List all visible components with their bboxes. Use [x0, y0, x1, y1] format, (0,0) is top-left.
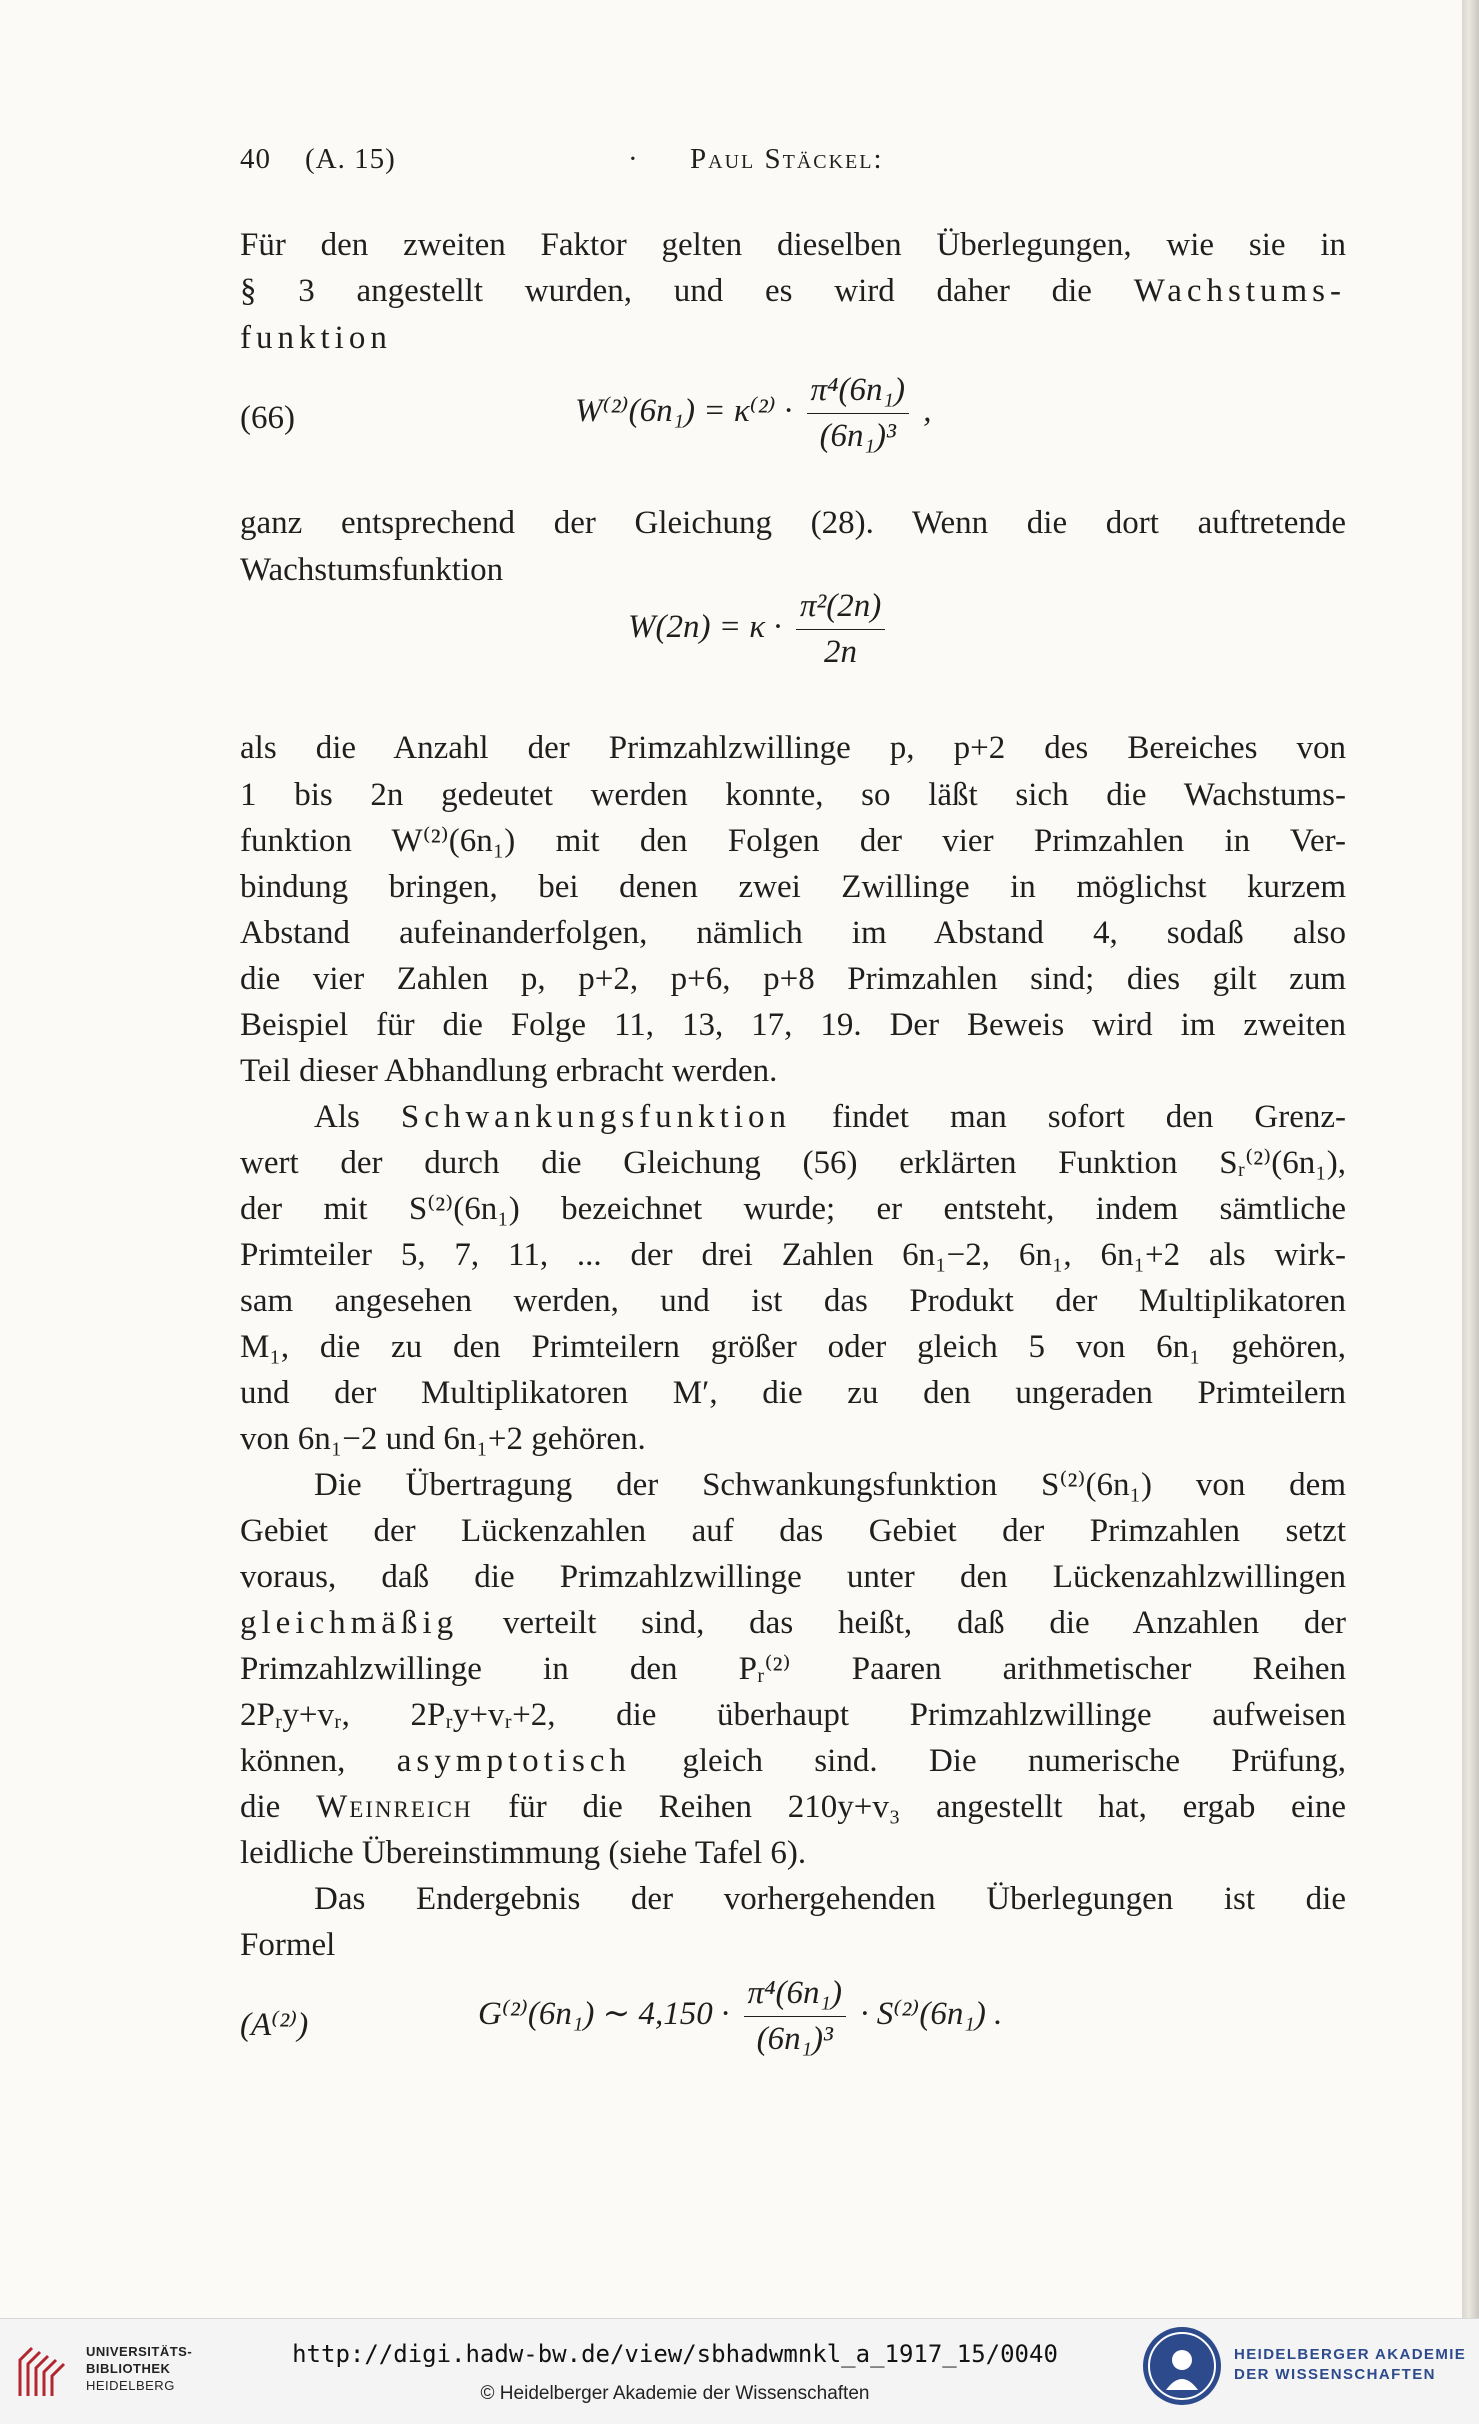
equation-w2n-lhs: W(2n) = κ ·: [628, 609, 782, 646]
equation-w2n-numerator: π²(2n): [796, 588, 885, 630]
academy-seal-icon: [1140, 2324, 1224, 2408]
text-line-4: ganz entsprechend der Gleichung (28). Wenn die dort auftretende: [240, 505, 1346, 541]
text-line-23: Gebiet der Lückenzahlen auf das Gebiet der Primzahlen setzt: [240, 1513, 1346, 1549]
emphasis-schwankungsfunktion: Schwankungsfunktion: [400, 1099, 791, 1135]
text-line-17: Primteiler 5, 7, 11, ... der drei Zahlen 6n₁−2, 6n₁, 6n₁+2 als wirk-: [240, 1237, 1346, 1273]
text-line-29: [240, 1787, 1346, 1827]
text-line-28-a: können,: [240, 1743, 346, 1779]
text-line-1: Für den zweiten Faktor gelten dieselben Überlegungen, wie sie in: [240, 227, 1346, 263]
equation-a2: [478, 1975, 1002, 2058]
text-line-11: die vier Zahlen p, p+2, p+6, p+8 Primzahlen sind; dies gilt zum: [240, 961, 1346, 997]
text-line-18: sam angesehen werden, und ist das Produkt der Multiplikatoren: [240, 1283, 1346, 1319]
text-line-28: [240, 1741, 1346, 1781]
permalink-url[interactable]: http://digi.hadw-bw.de/view/sbhadwmnkl_a_1917_15/0040: [292, 2340, 1058, 2368]
text-line-8: funktion W⁽²⁾(6n₁) mit den Folgen der vier Primzahlen in Ver-: [240, 823, 1346, 859]
text-line-9: bindung bringen, bei denen zwei Zwillinge in möglichst kurzem: [240, 869, 1346, 905]
text-line-14: [314, 1097, 1346, 1137]
ub-logo-line-1: UNIVERSITÄTS-: [86, 2344, 193, 2359]
equation-w2n-denominator: 2n: [824, 634, 858, 670]
text-line-5: Wachstumsfunktion: [240, 552, 504, 588]
equation-66-lhs: W⁽²⁾(6n₁) = κ⁽²⁾ ·: [575, 393, 793, 430]
equation-a2-lhs: G⁽²⁾(6n₁) ∼ 4,150 ·: [478, 1996, 730, 2033]
text-line-6: als die Anzahl der Primzahlzwillinge p, p+2 des Bereiches von: [240, 730, 1346, 766]
emphasis-asymptotisch: asymptotisch: [396, 1743, 631, 1779]
ub-logo-line-3: HEIDELBERG: [86, 2378, 175, 2393]
text-line-7: 1 bis 2n gedeutet werden konnte, so läßt sich die Wachstums-: [240, 777, 1346, 813]
equation-66-comma: ,: [923, 393, 932, 430]
text-line-10: Abstand aufeinanderfolgen, nämlich im Abstand 4, sodaß also: [240, 915, 1346, 951]
text-line-20: und der Multiplikatoren M′, die zu den ungeraden Primteilern: [240, 1375, 1346, 1411]
equation-66-label: (66): [240, 400, 295, 436]
equation-a2-fraction: [744, 1975, 846, 2058]
equation-w2n-fraction: [796, 588, 885, 671]
text-line-30: leidliche Übereinstimmung (siehe Tafel 6).: [240, 1835, 807, 1871]
equation-66-numerator: π⁴(6n₁): [807, 372, 909, 414]
text-line-32: Formel: [240, 1927, 336, 1963]
header-separator: ·: [628, 143, 639, 175]
text-line-26: Primzahlzwillinge in den Pᵣ⁽²⁾ Paaren arithmetischer Reihen: [240, 1651, 1346, 1687]
text-line-25-b: verteilt sind, das heißt, daß die Anzahlen der: [502, 1605, 1346, 1641]
running-head-author: Paul Stäckel:: [690, 143, 884, 175]
text-line-29-a: die: [240, 1789, 281, 1825]
equation-a2-label: (A⁽²⁾): [240, 2007, 309, 2043]
academy-name-line-2: DER WISSENSCHAFTEN: [1234, 2366, 1436, 2383]
text-line-12: Beispiel für die Folge 11, 13, 17, 19. Der Beweis wird im zweiten: [240, 1007, 1346, 1043]
text-line-24: voraus, daß die Primzahlzwillinge unter den Lückenzahlzwillingen: [240, 1559, 1346, 1595]
text-line-2: [240, 271, 1346, 311]
text-line-15: wert der durch die Gleichung (56) erklärten Funktion Sᵣ⁽²⁾(6n₁),: [240, 1145, 1346, 1181]
equation-66-denominator: (6n₁)³: [819, 418, 896, 454]
text-line-14-c: findet man sofort den Grenz-: [832, 1099, 1347, 1135]
reference-code: (A. 15): [305, 143, 396, 175]
emphasis-funktion: funktion: [240, 320, 392, 356]
page-number: 40: [240, 143, 271, 175]
academy-name-line-1: HEIDELBERGER AKADEMIE: [1234, 2346, 1467, 2363]
page-edge-shadow: [1462, 0, 1479, 2318]
equation-a2-rhs: · S⁽²⁾(6n₁) .: [860, 1996, 1003, 2033]
equation-w2n: [628, 588, 891, 671]
equation-66-fraction: [807, 372, 909, 455]
equation-a2-numerator: π⁴(6n₁): [744, 1975, 846, 2017]
text-line-27: 2Pᵣy+vᵣ, 2Pᵣy+vᵣ+2, die überhaupt Primzahlzwillinge aufweisen: [240, 1697, 1346, 1733]
text-line-14-a: Als: [314, 1099, 360, 1135]
text-line-16: der mit S⁽²⁾(6n₁) bezeichnet wurde; er entsteht, indem sämtliche: [240, 1191, 1346, 1227]
equation-a2-denominator: (6n₁)³: [756, 2021, 833, 2057]
copyright-notice: © Heidelberger Akademie der Wissenschaften: [480, 2383, 870, 2404]
author-weinreich: Weinreich: [316, 1789, 473, 1825]
emphasis-gleichmaessig: gleichmäßig: [240, 1605, 459, 1641]
text-line-28-c: gleich sind. Die numerische Prüfung,: [682, 1743, 1347, 1779]
text-line-31: Das Endergebnis der vorhergehenden Überlegungen ist die: [314, 1881, 1346, 1917]
text-line-19: M₁, die zu den Primteilern größer oder gleich 5 von 6n₁ gehören,: [240, 1329, 1346, 1365]
text-line-21: von 6n₁−2 und 6n₁+2 gehören.: [240, 1421, 646, 1457]
emphasis-wachstums: Wachstums-: [1133, 273, 1346, 309]
equation-66: [575, 372, 931, 455]
text-line-22: Die Übertragung der Schwankungsfunktion S⁽²⁾(6n₁) von dem: [314, 1467, 1346, 1503]
text-line-29-c: für die Reihen 210y+v₃ angestellt hat, ergab eine: [508, 1789, 1347, 1825]
text-line-25: [240, 1603, 1346, 1643]
university-library-logo-icon: [14, 2338, 74, 2402]
text-line-13: Teil dieser Abhandlung erbracht werden.: [240, 1053, 778, 1089]
text-line-2-a: § 3 angestellt wurden, und es wird daher die: [240, 273, 1092, 309]
ub-logo-line-2: BIBLIOTHEK: [86, 2361, 171, 2376]
